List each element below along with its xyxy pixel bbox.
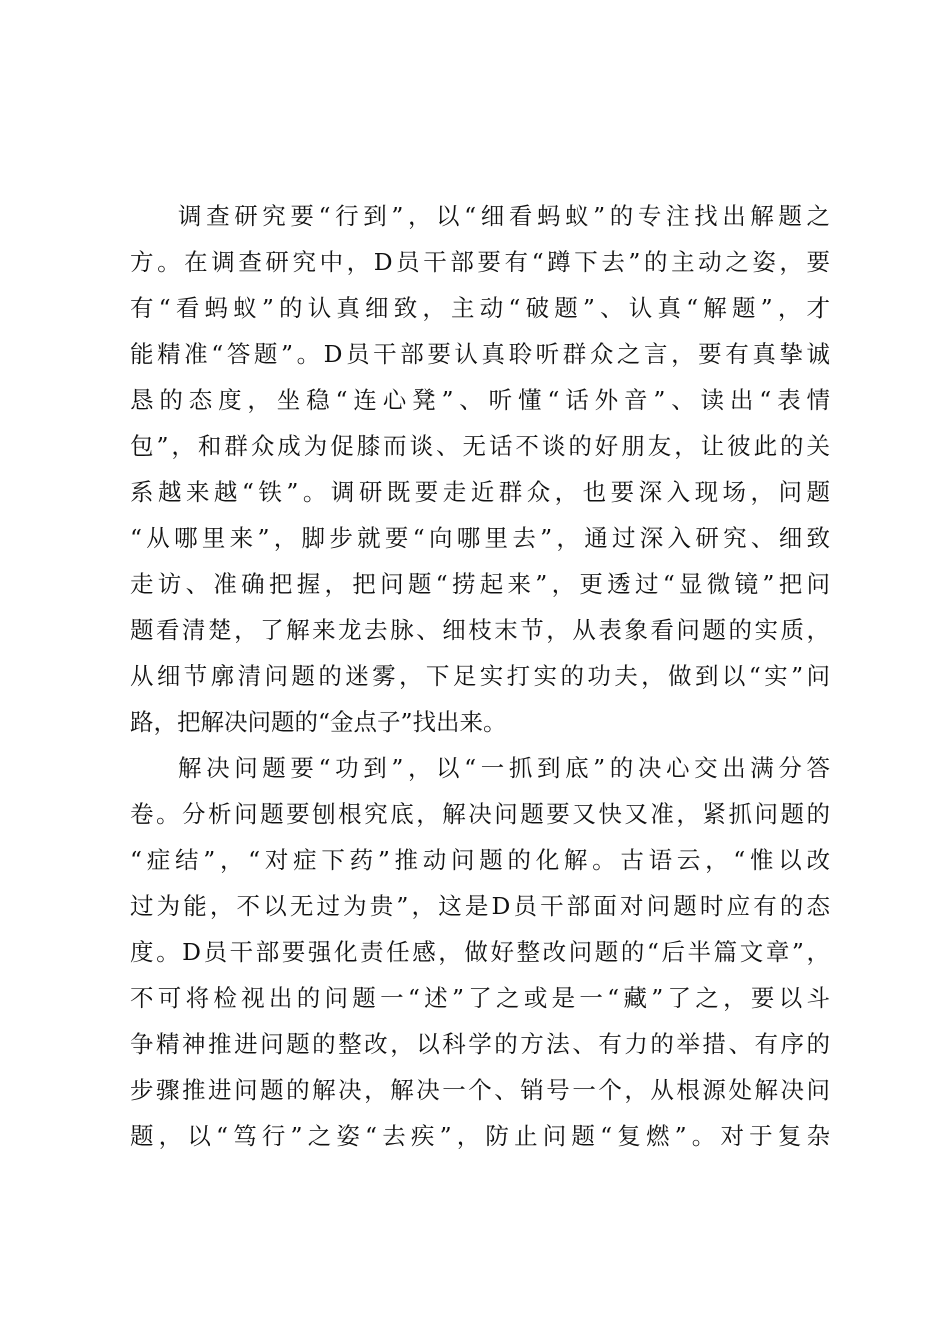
text-line: 系越来越“铁”。调研既要走近群众，也要深入现场，问题	[130, 478, 830, 506]
text-line: 路，把解决问题的“金点子”找出来。	[130, 708, 507, 736]
document-body	[130, 193, 830, 1159]
text-line: “从哪里来”，脚步就要“向哪里去”，通过深入研究、细致	[130, 524, 830, 552]
text-line: 调查研究要“行到”，以“细看蚂蚁”的专注找出解题之	[178, 202, 830, 230]
text-line: 走访、准确把握，把问题“捞起来”，更透过“显微镜”把问	[130, 570, 830, 598]
text-line: 包”，和群众成为促膝而谈、无话不谈的好朋友，让彼此的关	[130, 432, 830, 460]
text-line: 步骤推进问题的解决，解决一个、销号一个，从根源处解决问	[130, 1076, 830, 1104]
text-line: 方。在调查研究中，D员干部要有“蹲下去”的主动之姿，要	[130, 248, 830, 276]
paragraph-research	[130, 193, 830, 745]
text-line: 恳的态度，坐稳“连心凳”、听懂“话外音”、读出“表情	[130, 386, 830, 414]
text-line: 不可将检视出的问题一“述”了之或是一“藏”了之，要以斗	[130, 984, 830, 1012]
text-line: 卷。分析问题要刨根究底，解决问题要又快又准，紧抓问题的	[130, 800, 830, 828]
text-line: 题，以“笃行”之姿“去疾”，防止问题“复燃”。对于复杂	[130, 1122, 830, 1150]
text-line: 过为能，不以无过为贵”，这是D员干部面对问题时应有的态	[130, 892, 830, 920]
text-line: 能精准“答题”。D员干部要认真聆听群众之言，要有真挚诚	[130, 340, 830, 368]
text-line: 解决问题要“功到”，以“一抓到底”的决心交出满分答	[178, 754, 830, 782]
text-line: 度。D员干部要强化责任感，做好整改问题的“后半篇文章”，	[130, 938, 830, 966]
text-line: 从细节廓清问题的迷雾，下足实打实的功夫，做到以“实”问	[130, 662, 830, 690]
text-line: 有“看蚂蚁”的认真细致，主动“破题”、认真“解题”，才	[130, 294, 830, 322]
text-line: “症结”，“对症下药”推动问题的化解。古语云，“惟以改	[130, 846, 830, 874]
paragraph-solving	[130, 745, 830, 1159]
text-line: 题看清楚，了解来龙去脉、细枝末节，从表象看问题的实质，	[130, 616, 830, 644]
text-line: 争精神推进问题的整改，以科学的方法、有力的举措、有序的	[130, 1030, 830, 1058]
